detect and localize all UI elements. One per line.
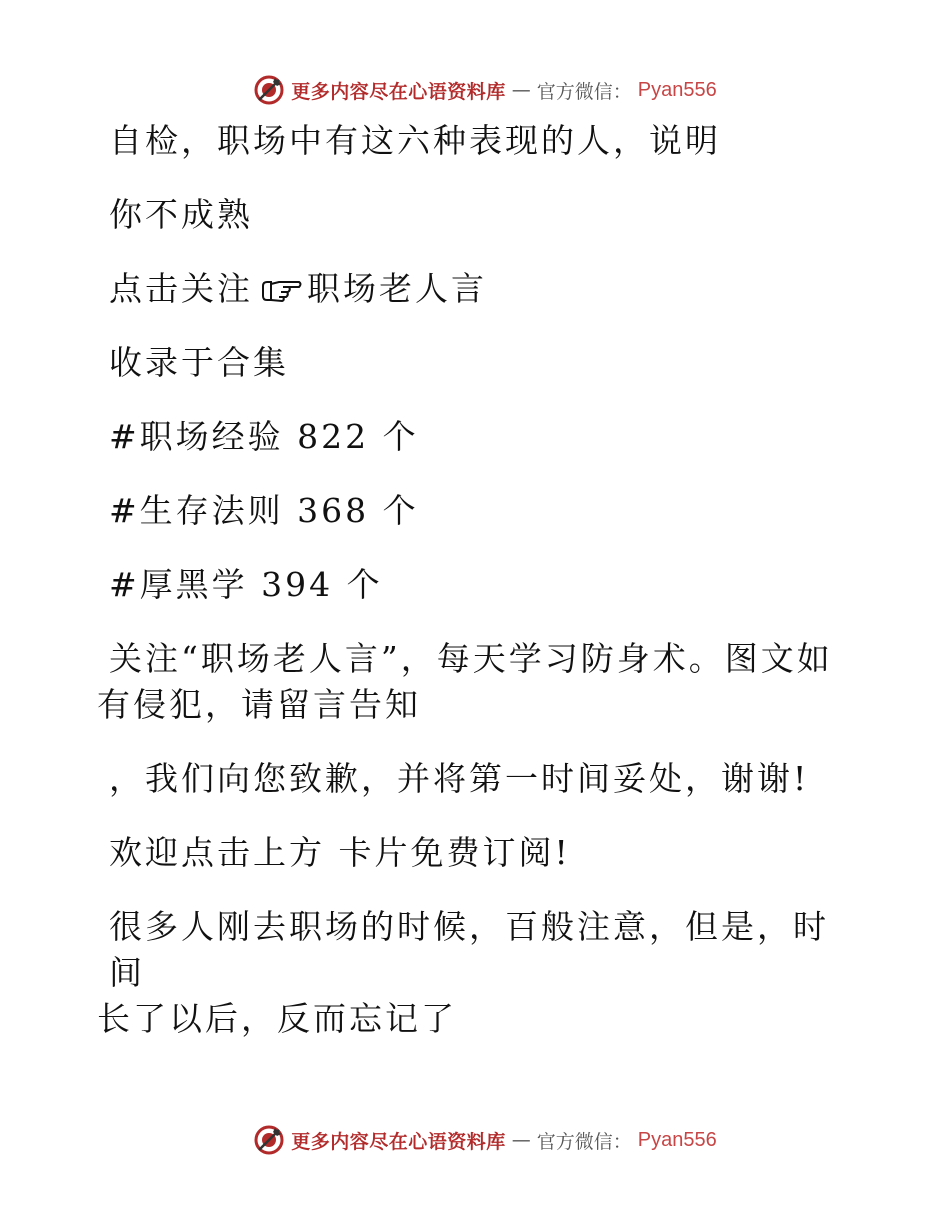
- tag-name: #生存法则: [109, 491, 284, 530]
- tag-unit: 个: [382, 417, 419, 456]
- subscribe-line: 欢迎点击上方 卡片免费订阅!: [109, 833, 571, 872]
- tag-unit: 个: [382, 491, 419, 530]
- tag-name: #职场经验: [109, 417, 284, 456]
- tag-item[interactable]: [97, 562, 837, 608]
- body-line-2: 长了以后，反而忘记了: [97, 999, 457, 1038]
- quill-seal-icon: [253, 74, 285, 106]
- tag-count: 822: [297, 417, 370, 456]
- footer-banner-inner: [253, 1124, 717, 1156]
- follow-line: [97, 266, 837, 312]
- footer-banner: [0, 1120, 950, 1160]
- notice-line-1: 关注“职场老人言”，每天学习防身术。图文如: [109, 639, 833, 678]
- header-wechat-id: Pyan556: [637, 78, 717, 101]
- header-separator: —: [511, 79, 531, 101]
- follow-account[interactable]: 职场老人言: [307, 269, 487, 308]
- pointing-hand-icon: [259, 276, 303, 306]
- article-body: [97, 118, 837, 1042]
- tag-item[interactable]: [97, 414, 837, 460]
- tag-name: #厚黑学: [109, 565, 248, 604]
- header-banner-inner: [253, 74, 717, 106]
- collection-label: 收录于合集: [109, 343, 289, 382]
- article-title-line-2: 你不成熟: [109, 195, 253, 234]
- notice-line-2: 有侵犯，请留言告知: [97, 685, 421, 724]
- tag-unit: 个: [346, 565, 383, 604]
- quill-seal-icon: [253, 1124, 285, 1156]
- notice-line-3: ，我们向您致歉，并将第一时间妥处，谢谢!: [109, 759, 810, 798]
- header-banner: [0, 70, 950, 110]
- footer-wechat-id: Pyan556: [637, 1128, 717, 1151]
- header-site-text: 更多内容尽在心语资料库: [291, 80, 506, 103]
- body-line-1: 很多人刚去职场的时候，百般注意，但是，时间: [109, 907, 829, 992]
- tag-item[interactable]: [97, 488, 837, 534]
- article-title-line-1: 自检，职场中有这六种表现的人，说明: [109, 121, 721, 160]
- tag-count: 368: [297, 491, 370, 530]
- footer-site-text: 更多内容尽在心语资料库: [291, 1130, 506, 1153]
- footer-wechat-label: 官方微信：: [536, 1130, 632, 1153]
- header-wechat-label: 官方微信：: [536, 80, 632, 103]
- tag-count: 394: [261, 565, 334, 604]
- follow-prefix: 点击关注: [109, 269, 253, 308]
- footer-separator: —: [511, 1129, 531, 1151]
